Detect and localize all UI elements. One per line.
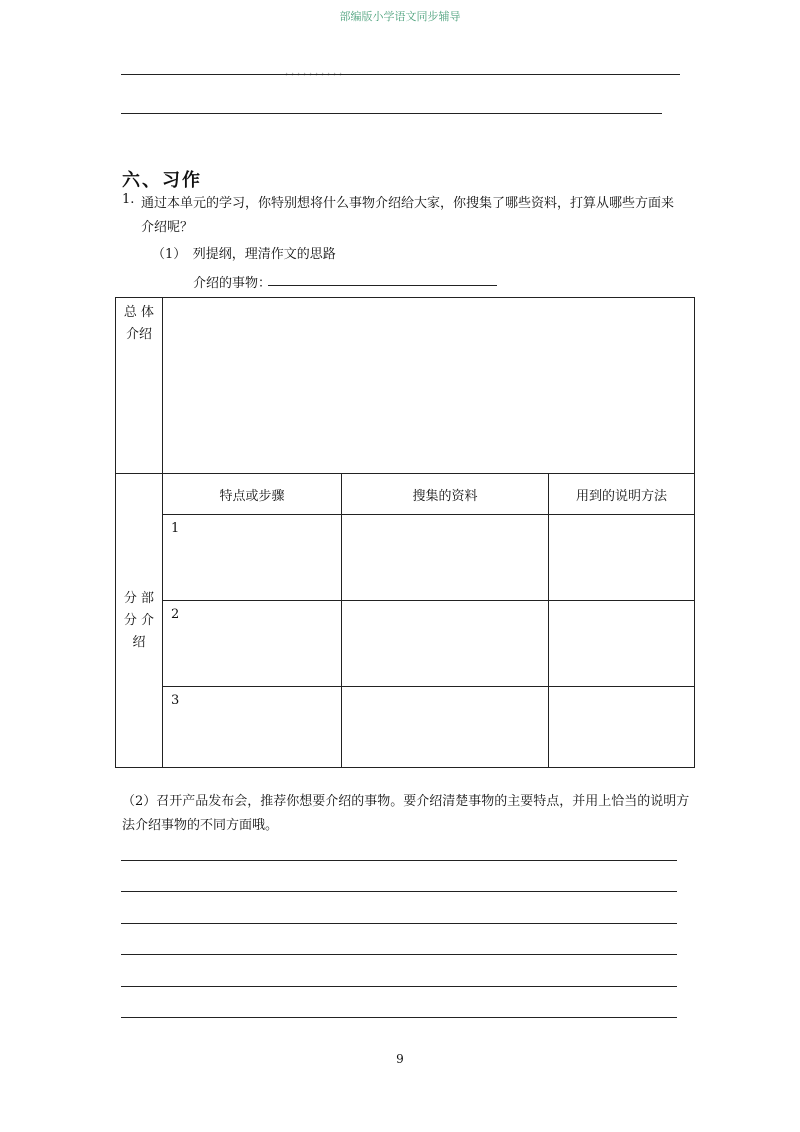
page-number: 9 (396, 1052, 404, 1066)
writing-line[interactable] (121, 923, 677, 924)
column-header-material: 搜集的资料 (342, 474, 549, 515)
writing-line[interactable] (121, 860, 677, 861)
thing-answer-line[interactable] (268, 285, 497, 286)
writing-line[interactable] (121, 986, 677, 987)
overall-cell[interactable] (163, 298, 695, 474)
writing-line[interactable] (121, 1017, 677, 1018)
table-row (116, 515, 695, 601)
table-row (116, 687, 695, 768)
row-number-cell[interactable]: 3 (163, 687, 342, 768)
column-header-feature: 特点或步骤 (163, 474, 342, 515)
page-header: 部编版小学语文同步辅导 (339, 10, 461, 23)
faded-text: ，，，，，，，，，， (285, 66, 350, 77)
table-row (116, 601, 695, 687)
question-number: 1. (122, 192, 135, 207)
row-number-cell[interactable]: 2 (163, 601, 342, 687)
sub-question-label: （1） 列提纲，理清作文的思路 (152, 247, 336, 262)
thing-label: 介绍的事物： (193, 276, 272, 291)
row-number-cell[interactable]: 1 (163, 515, 342, 601)
column-header-method: 用到的说明方法 (549, 474, 695, 515)
method-cell[interactable] (549, 601, 695, 687)
parts-label: 分 部 分 介 绍 (116, 474, 163, 768)
material-cell[interactable] (342, 515, 549, 601)
material-cell[interactable] (342, 687, 549, 768)
answer-line (121, 113, 662, 114)
method-cell[interactable] (549, 515, 695, 601)
overall-label: 总 体 介绍 (116, 298, 163, 474)
writing-line[interactable] (121, 954, 677, 955)
writing-line[interactable] (121, 891, 677, 892)
outline-table (115, 297, 695, 768)
method-cell[interactable] (549, 687, 695, 768)
material-cell[interactable] (342, 601, 549, 687)
question-2-text: （2）召开产品发布会，推荐你想要介绍的事物。要介绍清楚事物的主要特点，并用上恰当的说明方法介绍事物的不同方面哦。 (122, 794, 690, 833)
question-text: 通过本单元的学习，你特别想将什么事物介绍给大家，你搜集了哪些资料，打算从哪些方面来介绍呢？ (141, 196, 675, 235)
section-title: 六、习作 (122, 170, 202, 191)
answer-line (121, 74, 680, 75)
